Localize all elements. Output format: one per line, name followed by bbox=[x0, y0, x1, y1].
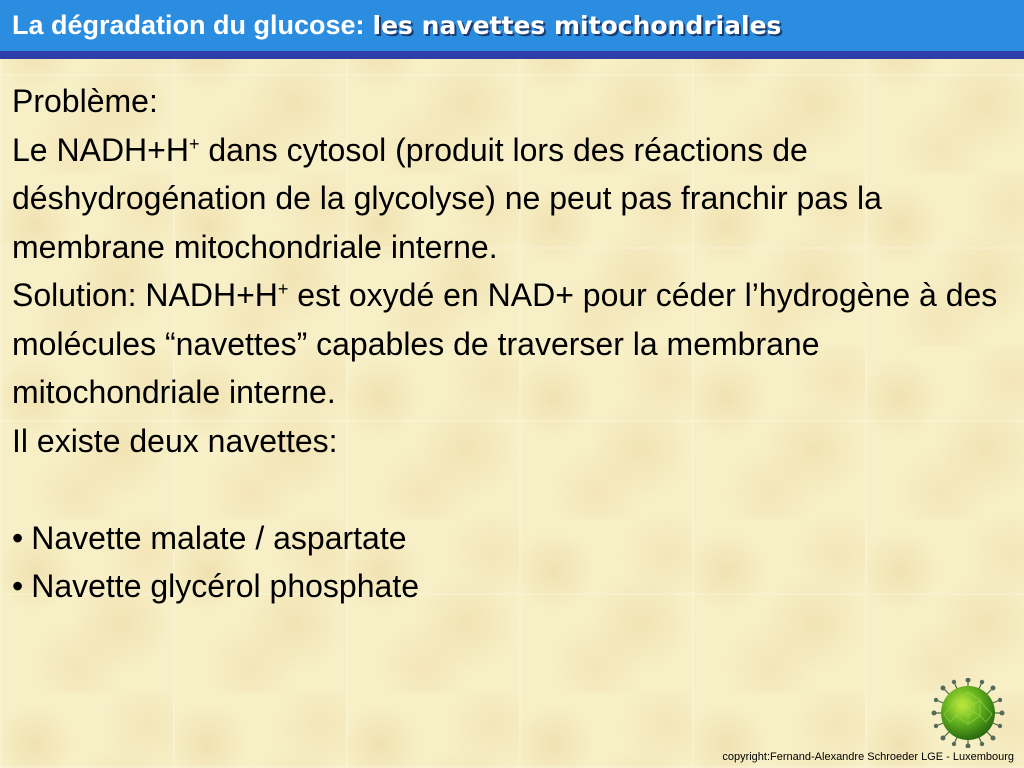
copyright-text: copyright:Fernand-Alexandre Schroeder LGE - Luxembourg bbox=[722, 751, 1014, 763]
solution-text-rest: est oxydé en NAD+ pour céder l’hydrogène à des molécules “navettes” capables de traverser la membrane mitochondriale interne. bbox=[12, 277, 998, 410]
superscript-plus: + bbox=[188, 133, 200, 154]
title-bar bbox=[0, 0, 1024, 51]
bullet-item bbox=[12, 514, 1017, 563]
problem-heading: Problème: bbox=[12, 83, 158, 119]
green-virus-sphere-icon bbox=[930, 678, 1006, 748]
problem-paragraph bbox=[12, 126, 1017, 272]
title-part-1: La dégradation du glucose: bbox=[12, 10, 365, 40]
spacer bbox=[12, 465, 1017, 514]
bullet-text: Navette glycérol phosphate bbox=[31, 568, 419, 604]
bullet-marker: • bbox=[12, 519, 24, 556]
problem-text-rest: dans cytosol (produit lors des réactions de déshydrogénation de la glycolyse) ne peut pas franchir pas la membrane mitochondriale interne. bbox=[12, 131, 882, 265]
bullet-item bbox=[12, 562, 1017, 611]
bullet-text: Navette malate / aspartate bbox=[31, 519, 407, 556]
title-part-2: les navettes mitochondriales bbox=[372, 11, 782, 40]
solution-paragraph bbox=[12, 271, 1017, 417]
problem-text-start: Le NADH+H bbox=[12, 131, 189, 168]
shuttles-intro: Il existe deux navettes: bbox=[12, 422, 338, 459]
solution-text-start: Solution: NADH+H bbox=[12, 277, 278, 313]
bullet-marker: • bbox=[12, 568, 24, 604]
superscript-plus: + bbox=[277, 279, 289, 299]
slide-body bbox=[12, 77, 1017, 611]
